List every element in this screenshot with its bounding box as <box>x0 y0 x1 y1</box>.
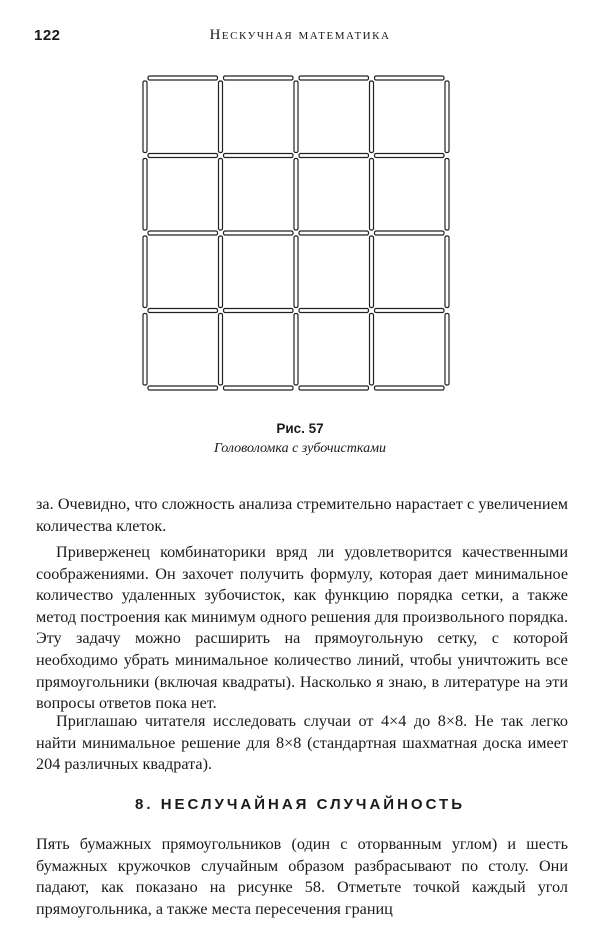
section-first-paragraph: Пять бумажных прямоугольников (один с оторванным углом) и шесть бумажных кружочков случайным образом разбрасывают по столу. Они падают, как показано на рисунке 58. Отметьте точкой каждый угол прямоугольника, а также места пересечения границ <box>36 835 568 918</box>
toothpick-horizontal <box>148 386 218 390</box>
toothpick-horizontal <box>299 154 369 158</box>
figure-caption: Головоломка с зубочистками <box>213 441 386 456</box>
toothpick-horizontal <box>299 309 369 313</box>
toothpick-vertical <box>370 314 374 386</box>
toothpick-horizontal <box>299 386 369 390</box>
toothpick-vertical <box>143 314 147 386</box>
toothpick-horizontal <box>148 231 218 235</box>
toothpick-horizontal <box>224 231 294 235</box>
section-heading: 8. НЕСЛУЧАЙНАЯ СЛУЧАЙНОСТЬ <box>135 796 465 813</box>
paragraph-combinatorics: Приверженец комбинаторики вряд ли удовлетворится качественными соображениями. Он захочет получить формулу, которая дает минимальное количество удаленных зубочисток, как функцию порядка сетки, а также метод построения как минимум одного решения для произвольного порядка. Эту задачу можно расширить на прямоугольную сетку, с которой необходимо убрать минимальное количество линий, чтобы уничтожить все прямоугольники (включая квадраты). Насколько я знаю, в литературе на эти вопросы ответов пока нет. <box>36 543 568 713</box>
paragraph-invitation: Приглашаю читателя исследовать случаи от 4×4 до 8×8. Не так легко найти минимальное решение для 8×8 (стандартная шахматная доска имеет 204 различных квадрата). <box>36 712 568 774</box>
toothpick-vertical <box>294 236 298 308</box>
toothpick-vertical <box>370 159 374 231</box>
toothpick-horizontal <box>224 386 294 390</box>
toothpick-horizontal <box>375 309 445 313</box>
toothpick-horizontal <box>148 76 218 80</box>
toothpick-vertical <box>445 236 449 308</box>
toothpick-vertical <box>219 236 223 308</box>
toothpick-horizontal <box>224 154 294 158</box>
toothpick-horizontal <box>148 154 218 158</box>
figure-number: Рис. 57 <box>276 421 324 436</box>
toothpick-horizontal <box>375 154 445 158</box>
toothpick-vertical <box>143 81 147 153</box>
toothpick-horizontal <box>148 309 218 313</box>
toothpick-vertical <box>445 314 449 386</box>
toothpick-grid <box>140 72 455 397</box>
toothpick-vertical <box>219 159 223 231</box>
paragraph-continuation: за. Очевидно, что сложность анализа стремительно нарастает с увеличением количества клеток. <box>36 495 568 535</box>
toothpick-vertical <box>294 81 298 153</box>
toothpick-horizontal <box>375 386 445 390</box>
toothpick-horizontal <box>299 231 369 235</box>
toothpick-vertical <box>219 81 223 153</box>
toothpick-vertical <box>143 159 147 231</box>
running-title: Нескучная математика <box>209 27 391 43</box>
toothpick-vertical <box>370 81 374 153</box>
toothpick-vertical <box>370 236 374 308</box>
toothpick-vertical <box>294 159 298 231</box>
toothpick-horizontal <box>224 76 294 80</box>
toothpick-vertical <box>445 159 449 231</box>
toothpick-grid-figure <box>140 72 455 397</box>
toothpick-vertical <box>143 236 147 308</box>
toothpick-horizontal <box>224 309 294 313</box>
toothpick-vertical <box>219 314 223 386</box>
toothpick-horizontal <box>299 76 369 80</box>
toothpick-vertical <box>445 81 449 153</box>
toothpick-vertical <box>294 314 298 386</box>
page-number: 122 <box>34 27 61 44</box>
toothpick-horizontal <box>375 231 445 235</box>
toothpick-horizontal <box>375 76 445 80</box>
